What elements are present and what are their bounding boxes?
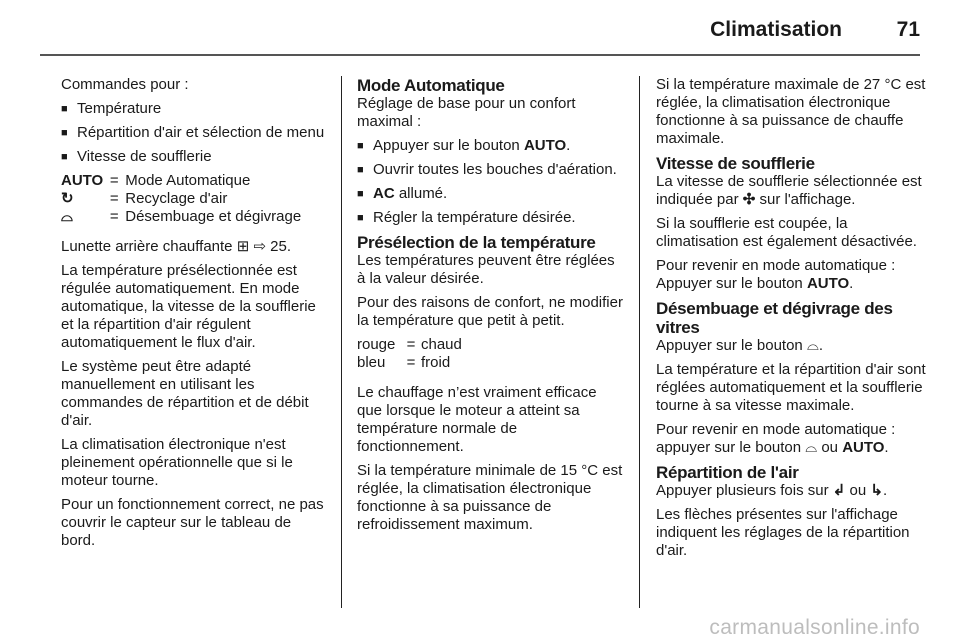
list-item: ■ AC allumé. xyxy=(357,185,623,203)
header-divider xyxy=(40,54,920,56)
legend-key: bleu xyxy=(357,354,386,371)
air-distribution-icon: ↳ xyxy=(870,482,883,499)
paragraph: Pour revenir en mode automatique : Appuyer sur le bouton AUTO. xyxy=(656,257,896,292)
defrost-icon: ⌓ xyxy=(806,337,819,354)
page-number: 71 xyxy=(896,18,920,41)
column-divider-1 xyxy=(341,76,342,608)
legend-value: Recyclage d'air xyxy=(125,190,228,207)
paragraph: Les flèches présentes sur l'affichage indiquent les réglages de la répartition d'air. xyxy=(656,506,910,559)
legend-value: Mode Automatique xyxy=(125,172,251,189)
paragraph: La température présélectionnée est régulée automatiquement. En mode automatique, la vitesse de la soufflerie et la répartition d'air régulent automatiquement le flux d'air. xyxy=(61,262,316,351)
legend-row xyxy=(61,208,301,226)
color-legend xyxy=(357,336,462,372)
list-item: ■ Appuyer sur le bouton AUTO. xyxy=(357,137,623,155)
legend-equals: = xyxy=(406,336,416,353)
paragraph: Les températures peuvent être réglées à la valeur désirée. xyxy=(357,252,615,287)
rear-window-heating-icon: ⊞ xyxy=(236,238,250,255)
auto-steps-list xyxy=(357,137,623,227)
recirculation-icon: ↻ xyxy=(61,190,74,207)
column-1 xyxy=(61,76,327,556)
paragraph: Si la température minimale de 15 °C est réglée, la climatisation électronique fonctionne à sa puissance de refroidissement maximum. xyxy=(357,462,623,533)
paragraph: La vitesse de soufflerie sélectionnée est indiquée par ✣ sur l'affichage. xyxy=(656,173,922,208)
paragraph: Réglage de base pour un confort maximal : xyxy=(357,95,576,130)
auto-label: AUTO xyxy=(61,172,104,189)
section-heading: Mode Automatique xyxy=(357,76,505,95)
legend-value: Désembuage et dégivrage xyxy=(125,208,302,225)
column-divider-2 xyxy=(639,76,640,608)
legend-equals: = xyxy=(406,354,416,371)
paragraph: La température et la répartition d'air sont réglées automatiquement et la soufflerie tourne à sa vitesse maximale. xyxy=(656,361,926,414)
section-heading: Vitesse de soufflerie xyxy=(656,154,815,173)
watermark: carmanualsonline.info xyxy=(709,616,920,639)
legend-row xyxy=(61,190,301,208)
defrost-icon: ⌓ xyxy=(61,208,73,225)
paragraph: Pour un fonctionnement correct, ne pas couvrir le capteur sur le tableau de bord. xyxy=(61,496,324,549)
list-item: ■ Ouvrir toutes les bouches d'aération. xyxy=(357,161,623,179)
page-reference-arrow-icon: ⇨ xyxy=(253,238,267,255)
rear-window-paragraph: Lunette arrière chauffante ⊞ ⇨ 25. xyxy=(61,238,292,255)
paragraph: Si la température maximale de 27 °C est réglée, la climatisation électronique fonctionne à sa puissance de chauffe maximale. xyxy=(656,76,926,147)
legend-row xyxy=(357,354,462,372)
legend-row xyxy=(357,336,462,354)
legend-row xyxy=(61,172,301,190)
legend-equals: = xyxy=(109,208,119,225)
legend-value: froid xyxy=(421,354,451,371)
legend-equals: = xyxy=(109,172,119,189)
paragraph: La climatisation électronique n'est pleinement opérationnelle que si le moteur tourne. xyxy=(61,436,293,489)
paragraph: Pour des raisons de confort, ne modifier la température que petit à petit. xyxy=(357,294,623,329)
column-3 xyxy=(656,76,926,566)
fan-icon: ✣ xyxy=(742,191,756,208)
list-item: ■ Répartition d'air et sélection de menu xyxy=(61,124,327,142)
paragraph: Pour revenir en mode automatique : appuyer sur le bouton ⌓ ou AUTO. xyxy=(656,421,896,456)
section-heading: Désembuage et dégivrage des vitres xyxy=(656,299,893,337)
paragraph: Le chauffage n’est vraiment efficace que lorsque le moteur a atteint sa température normale de fonctionnement. xyxy=(357,384,597,455)
paragraph: Appuyer sur le bouton ⌓. xyxy=(656,337,823,354)
legend-value: chaud xyxy=(421,336,462,353)
controls-intro: Commandes pour : xyxy=(61,76,189,93)
section-heading: Présélection de la température xyxy=(357,233,596,252)
column-2 xyxy=(357,76,623,540)
controls-legend xyxy=(61,172,301,226)
controls-list xyxy=(61,100,327,166)
legend-equals: = xyxy=(109,190,119,207)
air-distribution-icon: ↲ xyxy=(832,482,846,499)
list-item: ■ Vitesse de soufflerie xyxy=(61,148,327,166)
legend-key: rouge xyxy=(357,336,396,353)
defrost-icon: ⌓ xyxy=(805,439,818,456)
list-item: ■ Régler la température désirée. xyxy=(357,209,623,227)
paragraph: Le système peut être adapté manuellement en utilisant les commandes de répartition et de débit d'air. xyxy=(61,358,309,429)
section-heading: Répartition de l'air xyxy=(656,463,799,482)
paragraph: Si la soufflerie est coupée, la climatisation est également désactivée. xyxy=(656,215,917,250)
list-item: ■ Température xyxy=(61,100,327,118)
paragraph: Appuyer plusieurs fois sur ↲ ou ↳. xyxy=(656,482,888,499)
page-title: Climatisation xyxy=(710,18,842,41)
